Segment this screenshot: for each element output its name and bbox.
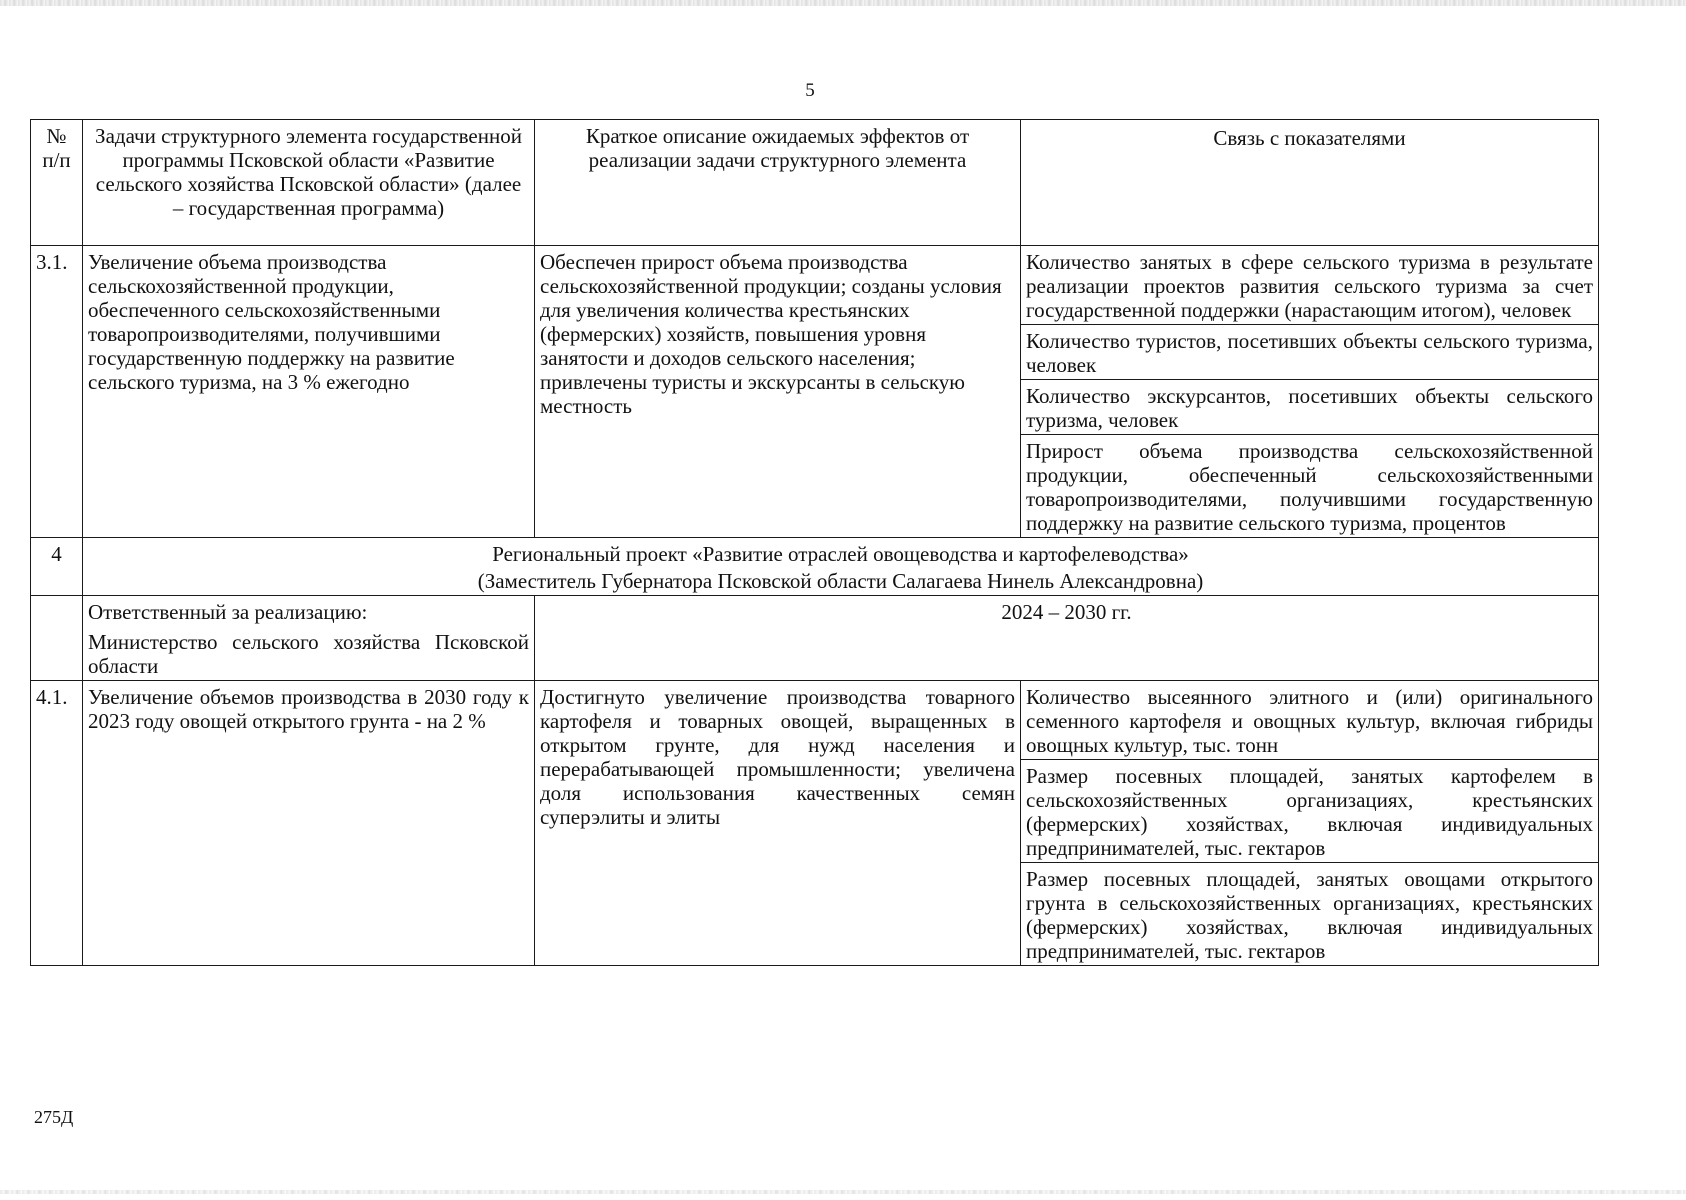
responsible-cell (83, 596, 535, 681)
task-cell: Увеличение объема производства сельскохозяйственной продукции, обеспеченного сельскохозяйственными товаропроизводителями, получившими государственную поддержку на развитие сельского туризма, на 3 % ежегодно (83, 246, 535, 538)
task-cell: Увеличение объемов производства в 2030 году к 2023 году овощей открытого грунта - на 2 % (83, 681, 535, 966)
table-row-3-1 (31, 246, 1599, 538)
section-title: Региональный проект «Развитие отраслей овощеводства и картофелеводства» (492, 542, 1189, 566)
section-header-row (31, 538, 1599, 596)
indicator-item: Количество туристов, посетивших объекты сельского туризма, человек (1021, 325, 1598, 380)
section-title-cell (83, 538, 1599, 596)
period-cell: 2024 – 2030 гг. (535, 596, 1599, 681)
indicator-item: Прирост объема производства сельскохозяйственной продукции, обеспеченный сельскохозяйственными товаропроизводителями, получившими государственную поддержку на развитие сельского туризма, процентов (1026, 439, 1593, 535)
responsible-row (31, 596, 1599, 681)
responsible-label: Ответственный за реализацию: (88, 600, 368, 624)
responsible-value: Министерство сельского хозяйства Псковской области (88, 630, 529, 678)
document-code: 275Д (34, 1107, 74, 1127)
section-number: 4 (31, 538, 83, 596)
table-row-4-1 (31, 681, 1599, 966)
scan-edge-top (0, 0, 1686, 6)
indicators-cell (1021, 681, 1599, 966)
table-header-row (31, 120, 1599, 246)
effect-cell: Достигнуто увеличение производства товарного картофеля и товарных овощей, выращенных в открытом грунте, для нужд населения и перерабатывающей промышленности; увеличена доля использования качественных семян суперэлиты и элиты (535, 681, 1021, 966)
indicator-item: Количество высеянного элитного и (или) оригинального семенного картофеля и овощных культур, включая гибриды овощных культур, тыс. тонн (1021, 681, 1598, 760)
section-curator: (Заместитель Губернатора Псковской области Салагаева Нинель Александровна) (477, 569, 1204, 593)
program-table (30, 119, 1599, 966)
indicator-item: Количество занятых в сфере сельского туризма в результате реализации проектов развития сельского туризма за счет государственной поддержки (нарастающим итогом), человек (1021, 246, 1598, 325)
indicator-item: Размер посевных площадей, занятых картофелем в сельскохозяйственных организациях, крестьянских (фермерских) хозяйствах, включая индивидуальных предпринимателей, тыс. гектаров (1021, 760, 1598, 863)
row-number: 3.1. (31, 246, 83, 538)
scan-edge-bottom (0, 1190, 1686, 1194)
indicators-cell (1021, 246, 1599, 538)
header-effect: Краткое описание ожидаемых эффектов от реализации задачи структурного элемента (535, 120, 1021, 246)
header-indicators: Связь с показателями (1021, 120, 1599, 246)
row-number: 4.1. (31, 681, 83, 966)
header-no: № п/п (31, 120, 83, 246)
indicator-item: Размер посевных площадей, занятых овощами открытого грунта в сельскохозяйственных организациях, крестьянских (фермерских) хозяйствах, включая индивидуальных предпринимателей, тыс. гектаров (1026, 867, 1593, 963)
empty-number-cell (31, 596, 83, 681)
page-number: 5 (805, 80, 815, 101)
header-task: Задачи структурного элемента государственной программы Псковской области «Развитие сельского хозяйства Псковской области» (далее – государственная программа) (83, 120, 535, 246)
indicator-item: Количество экскурсантов, посетивших объекты сельского туризма, человек (1021, 380, 1598, 435)
effect-cell: Обеспечен прирост объема производства сельскохозяйственной продукции; созданы условия для увеличения количества крестьянских (фермерских) хозяйств, повышения уровня занятости и доходов сельского населения; привлечены туристы и экскурсанты в сельскую местность (535, 246, 1021, 538)
